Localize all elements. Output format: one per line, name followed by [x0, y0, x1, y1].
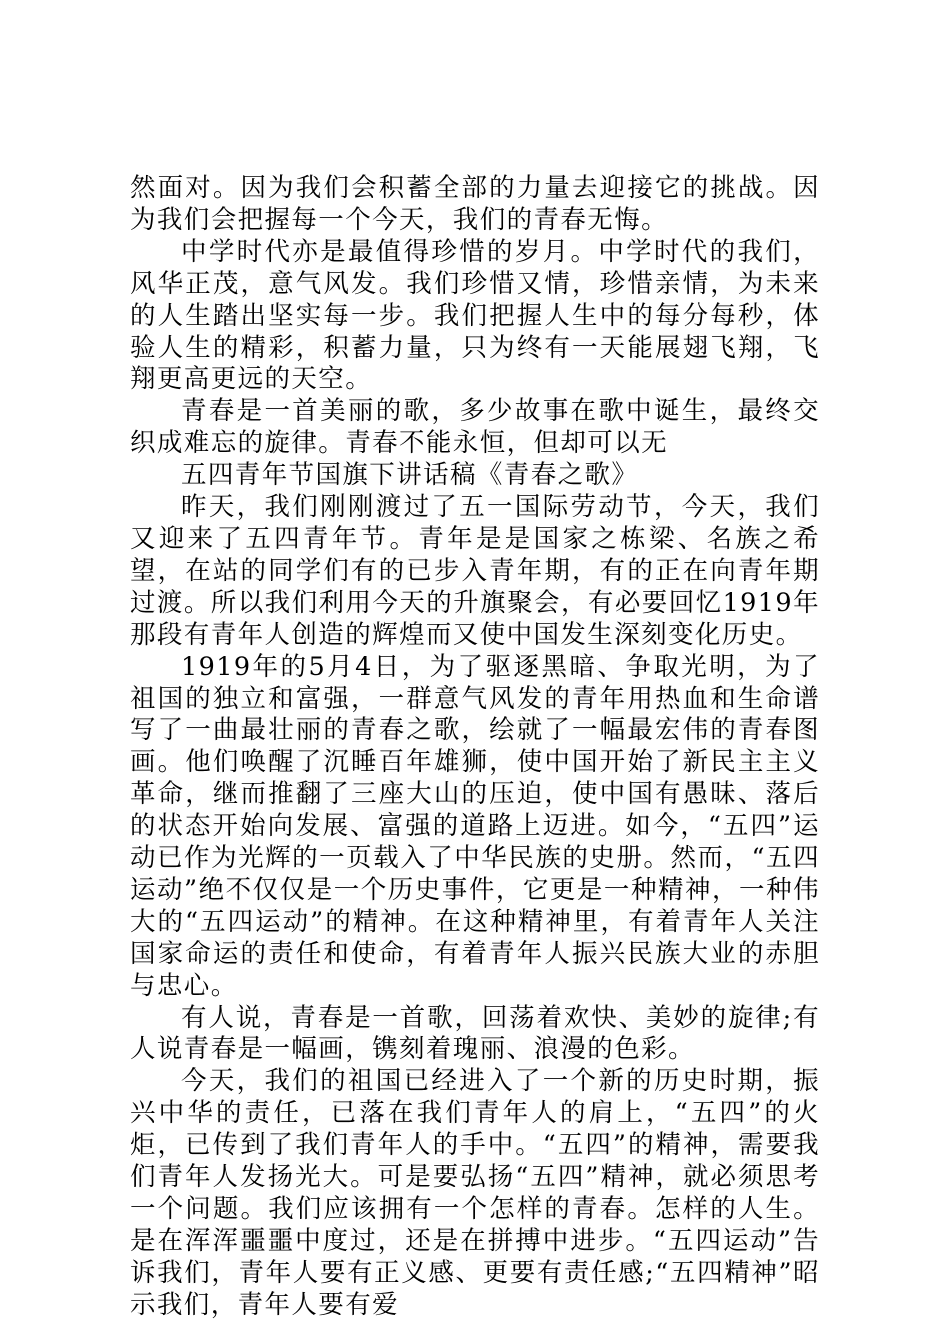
- document-page: [130, 173, 820, 1322]
- paragraph-some-say: 有人说，青春是一首歌，回荡着欢快、美妙的旋律;有人说青春是一幅画，镌刻着瑰丽、浪漫的色彩。: [130, 1002, 820, 1065]
- paragraph-continuation: 然面对。因为我们会积蓄全部的力量去迎接它的挑战。因为我们会把握每一个今天，我们的青春无悔。: [130, 173, 820, 235]
- paragraph-today: 今天，我们的祖国已经进入了一个新的历史时期，振兴中华的责任，已落在我们青年人的肩上，“五四”的火炬，已传到了我们青年人的手中。“五四”的精神，需要我们青年人发扬光大。可是要弘扬“五四”精神，就必须思考一个问题。我们应该拥有一个怎样的青春。怎样的人生。是在浑浑噩噩中度过，还是在拼搏中进步。“五四运动”告诉我们，青年人要有正义感、更要有责任感;“五四精神”昭示我们，青年人要有爱: [130, 1066, 820, 1320]
- paragraph-middle-school-years: 中学时代亦是最值得珍惜的岁月。中学时代的我们，风华正茂，意气风发。我们珍惜又情，珍惜亲情，为未来的人生踏出坚实每一步。我们把握人生中的每分每秒，体验人生的精彩，积蓄力量，只为终有一天能展翅飞翔，飞翔更高更远的天空。: [130, 236, 820, 395]
- paragraph-may-fourth-1919: 1919年的5月4日，为了驱逐黑暗、争取光明，为了祖国的独立和富强，一群意气风发的青年用热血和生命谱写了一曲最壮丽的青春之歌，绘就了一幅最宏伟的青春图画。他们唤醒了沉睡百年雄狮，使中国开始了新民主主义革命，继而推翻了三座大山的压迫，使中国有愚昧、落后的状态开始向发展、富强的道路上迈进。如今，“五四”运动已作为光辉的一页载入了中华民族的史册。然而，“五四运动”绝不仅仅是一个历史事件，它更是一种精神，一种伟大的“五四运动”的精神。在这种精神里，有着青年人关注国家命运的责任和使命，有着青年人振兴民族大业的赤胆与忠心。: [130, 651, 820, 1001]
- paragraph-yesterday: 昨天，我们刚刚渡过了五一国际劳动节，今天，我们又迎来了五四青年节。青年是是国家之栋梁、名族之希望，在站的同学们有的已步入青年期，有的正在向青年期过渡。所以我们利用今天的升旗聚会，有必要回忆1919年那段有青年人创造的辉煌而又使中国发生深刻变化历史。: [130, 492, 820, 650]
- paragraph-youth-song: 青春是一首美丽的歌，多少故事在歌中诞生，最终交织成难忘的旋律。青春不能永恒，但却可以无: [130, 396, 820, 459]
- speech-title: 五四青年节国旗下讲话稿《青春之歌》: [181, 460, 639, 491]
